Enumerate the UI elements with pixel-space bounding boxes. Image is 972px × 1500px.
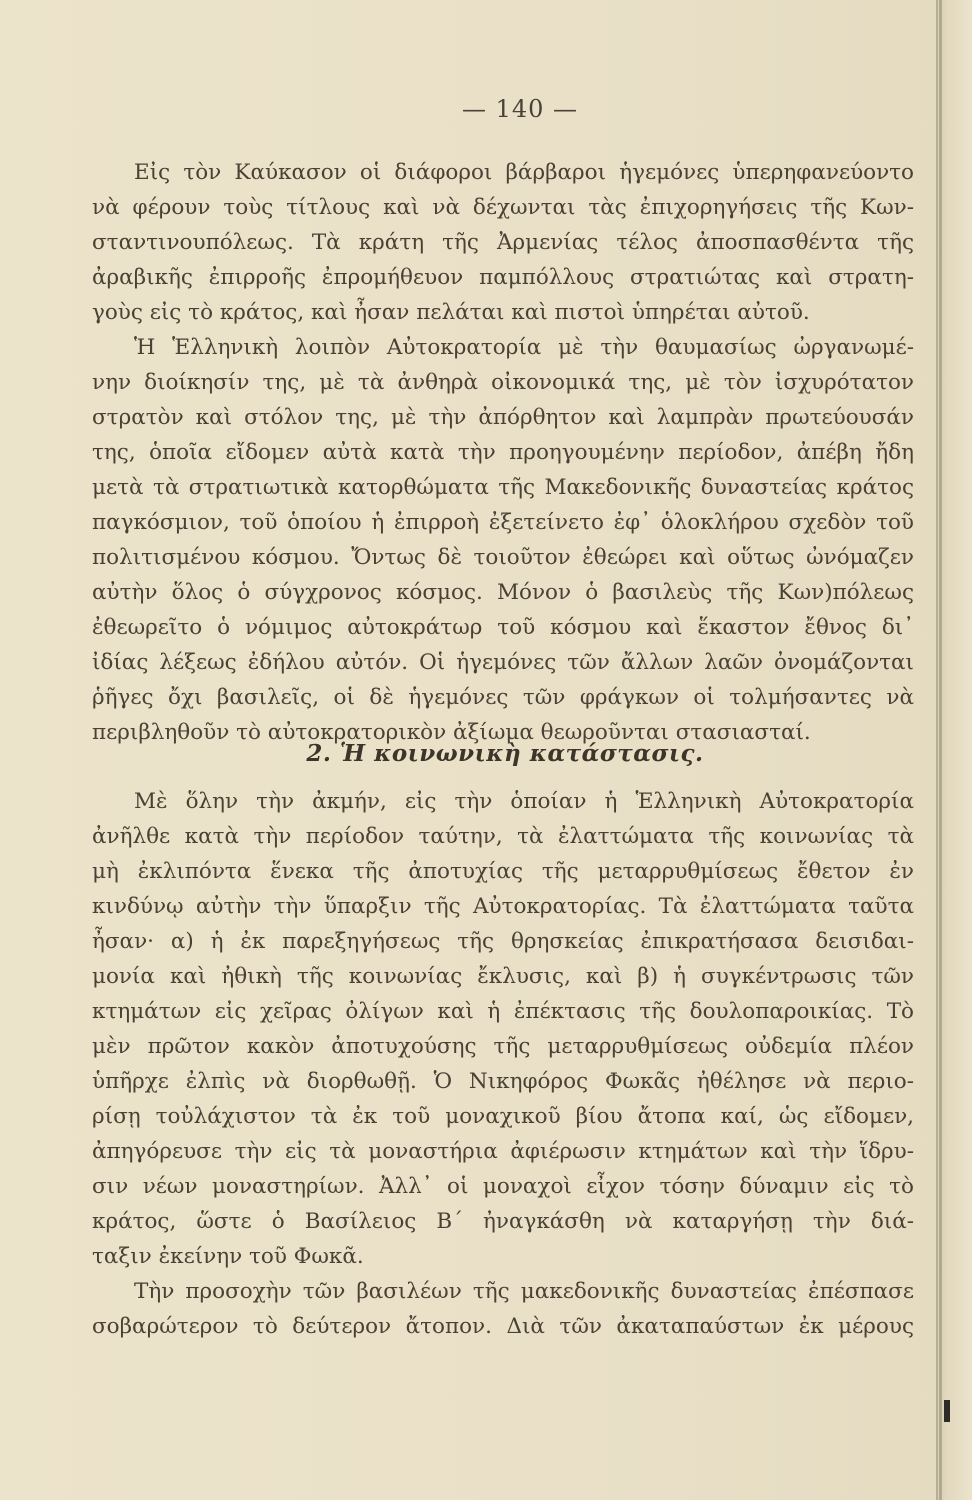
text-line: της, ὁποῖα εἴδομεν αὐτὰ κατὰ τὴν προηγουμένην περίοδον, ἀπέβη ἤδη <box>92 440 914 465</box>
text-block-bottom <box>92 784 914 1344</box>
page-margin-mark <box>944 1400 950 1422</box>
text-line: στρατὸν καὶ στόλον της, μὲ τὴν ἀπόρθητον καὶ λαμπρὰν πρωτεύουσάν <box>92 405 914 430</box>
text-line: ἦσαν· α) ἡ ἐκ παρεξηγήσεως τῆς θρησκείας ἐπικρατήσασα δεισιδαι- <box>92 929 914 954</box>
text-line: νην διοίκησίν της, μὲ τὰ ἀνθηρὰ οἰκονομικά της, μὲ τὸν ἰσχυρότατον <box>92 370 914 395</box>
text-line: ἰδίας λέξεως ἐδήλου αὐτόν. Οἱ ἡγεμόνες τῶν ἄλλων λαῶν ὀνομάζονται <box>92 650 914 675</box>
text-line: ταξιν ἐκείνην τοῦ Φωκᾶ. <box>92 1244 364 1269</box>
paragraph <box>92 330 914 750</box>
text-line: ῥῆγες ὄχι βασιλεῖς, οἱ δὲ ἡγεμόνες τῶν φράγκων οἱ τολμήσαντες νὰ <box>92 685 914 710</box>
page-number: — 140 — <box>461 95 579 123</box>
text-line: μὲν πρῶτον κακὸν ἀποτυχούσης τῆς μεταρρυθμίσεως οὐδεμία πλέον <box>92 1034 914 1059</box>
text-line: γοὺς εἰς τὸ κράτος, καὶ ἦσαν πελάται καὶ πιστοὶ ὑπηρέται αὐτοῦ. <box>92 300 810 325</box>
text-line: μὴ ἐκλιπόντα ἕνεκα τῆς ἀποτυχίας τῆς μεταρρυθμίσεως ἔθετον ἐν <box>92 859 914 884</box>
text-line: κράτος, ὥστε ὁ Βασίλειος Β΄ ἠναγκάσθη νὰ καταργήσῃ τὴν διά- <box>92 1209 914 1234</box>
paragraph <box>92 155 914 330</box>
text-line: κτημάτων εἰς χεῖρας ὀλίγων καὶ ἡ ἐπέκτασις τῆς δουλοπαροικίας. Τὸ <box>92 999 914 1024</box>
text-line: μονία καὶ ἠθικὴ τῆς κοινωνίας ἔκλυσις, καὶ β) ἡ συγκέντρωσις τῶν <box>92 964 914 989</box>
text-line: ρίσῃ τοὐλάχιστον τὰ ἐκ τοῦ μοναχικοῦ βίου ἄτοπα καί, ὡς εἴδομεν, <box>92 1104 914 1129</box>
paragraph <box>92 784 914 1274</box>
text-line: κινδύνῳ αὐτὴν τὴν ὕπαρξιν τῆς Αὐτοκρατορίας. Τὰ ἐλαττώματα ταῦτα <box>92 894 914 919</box>
text-line: μετὰ τὰ στρατιωτικὰ κατορθώματα τῆς Μακεδονικῆς δυναστείας κράτος <box>92 475 914 500</box>
text-line: παγκόσμιον, τοῦ ὁποίου ἡ ἐπιρροὴ ἐξετείνετο ἐφ᾿ ὁλοκλήρου σχεδὸν τοῦ <box>92 510 914 535</box>
text-line: σιν νέων μοναστηρίων. Ἀλλ᾿ οἱ μοναχοὶ εἶχον τόσην δύναμιν εἰς τὸ <box>92 1174 914 1199</box>
text-line: ἀνῆλθε κατὰ τὴν περίοδον ταύτην, τὰ ἐλαττώματα τῆς κοινωνίας τὰ <box>92 824 914 849</box>
text-line: περιβληθοῦν τὸ αὐτοκρατορικὸν ἀξίωμα θεωροῦνται στασιασταί. <box>92 720 811 745</box>
text-block-top <box>92 155 914 750</box>
section-heading: 2. Ἡ κοινωνικὴ κατάστασις. <box>306 740 704 767</box>
text-line: πολιτισμένου κόσμου. Ὄντως δὲ τοιοῦτον ἐθεώρει καὶ οὕτως ὠνόμαζεν <box>92 545 914 570</box>
text-line: Εἰς τὸν Καύκασον οἱ διάφοροι βάρβαροι ἡγεμόνες ὑπερηφανεύοντο <box>134 160 914 185</box>
text-line: αὐτὴν ὅλος ὁ σύγχρονος κόσμος. Μόνον ὁ βασιλεὺς τῆς Κων)πόλεως <box>92 580 914 605</box>
text-line: ἐθεωρεῖτο ὁ νόμιμος αὐτοκράτωρ τοῦ κόσμου καὶ ἕκαστον ἔθνος δι᾿ <box>92 615 914 640</box>
text-line: σοβαρώτερον τὸ δεύτερον ἄτοπον. Διὰ τῶν ἀκαταπαύστων ἐκ μέρους <box>92 1314 914 1339</box>
text-line: ὑπῆρχε ἐλπὶς νὰ διορθωθῇ. Ὁ Νικηφόρος Φωκᾶς ἠθέλησε νὰ περιο- <box>92 1069 914 1094</box>
text-line: νὰ φέρουν τοὺς τίτλους καὶ νὰ δέχωνται τὰς ἐπιχορηγήσεις τῆς Κων- <box>92 195 914 220</box>
text-line: ἀπηγόρευσε τὴν εἰς τὰ μοναστήρια ἀφιέρωσιν κτημάτων καὶ τὴν ἵδρυ- <box>92 1139 914 1164</box>
text-line: Μὲ ὅλην τὴν ἀκμήν, εἰς τὴν ὁποίαν ἡ Ἑλληνικὴ Αὐτοκρατορία <box>134 789 914 814</box>
text-line: σταντινουπόλεως. Τὰ κράτη τῆς Ἀρμενίας τέλος ἀποσπασθέντα τῆς <box>92 230 914 255</box>
text-line: Τὴν προσοχὴν τῶν βασιλέων τῆς μακεδονικῆς δυναστείας ἐπέσπασε <box>134 1279 914 1304</box>
paragraph <box>92 1274 914 1344</box>
text-line: ἀραβικῆς ἐπιρροῆς ἐπρομήθευον παμπόλλους στρατιώτας καὶ στρατη- <box>92 265 914 290</box>
text-line: Ἡ Ἑλληνικὴ λοιπὸν Αὐτοκρατορία μὲ τὴν θαυμασίως ὠργανωμέ- <box>134 335 914 360</box>
